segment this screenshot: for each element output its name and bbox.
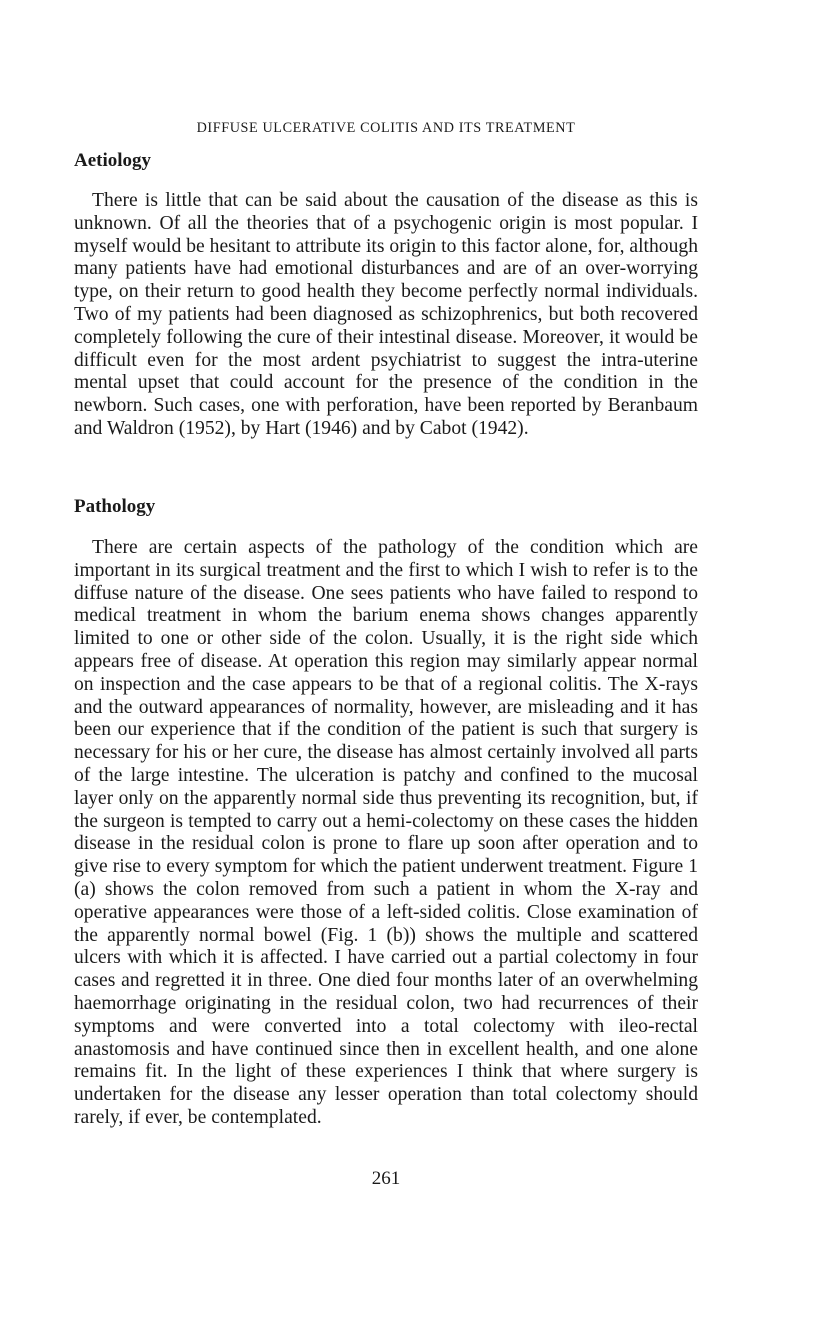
section-heading-aetiology: Aetiology — [74, 150, 152, 171]
aetiology-paragraph: There is little that can be said about the causation of the disease as this is unknown. Of all the theories that of a psychogenic origin is most popular. I myself would be hesitant to attribute its origin to this factor alone, for, although many patients have had emotional disturbances and are of an over-worrying type, on their return to good health they become perfectly normal individuals. Two of my patients had been diagnosed as schizophrenics, but both recovered completely following the cure of their intestinal disease. Moreover, it would be difficult even for the most ardent psychiatrist to suggest the intra-uterine mental upset that could account for the presence of the condition in the newborn. Such cases, one with perforation, have been reported by Beranbaum and Waldron (1952), by Hart (1946) and by Cabot (1942). — [74, 190, 698, 439]
page-number: 261 — [371, 1168, 401, 1189]
section-heading-pathology: Pathology — [74, 496, 156, 517]
pathology-paragraph: There are certain aspects of the pathology of the condition which are important in its surgical treatment and the first to which I wish to refer is to the diffuse nature of the disease. One sees patients who have failed to respond to medical treatment in whom the barium enema shows changes apparently limited to one or other side of the colon. Usually, it is the right side which appears free of disease. At operation this region may similarly appear normal on inspection and the case appears to be that of a regional colitis. The X-rays and the outward appearances of normality, however, are misleading and it has been our experience that if the condition of the patient is such that surgery is necessary for his or her cure, the disease has almost certainly involved all parts of the large intestine. The ulceration is patchy and confined to the mucosal layer only on the apparently normal side thus preventing its recognition, but, if the surgeon is tempted to carry out a hemi-colectomy on these cases the hidden disease in the residual colon is prone to flare up soon after operation and to give rise to every symptom for which the patient underwent treatment. Figure 1 (a) shows the colon removed from such a patient in whom the X-ray and operative appearances were those of a left-sided colitis. Close examination of the apparently normal bowel (Fig. 1 (b)) shows the multiple and scattered ulcers with which it is affected. I have carried out a partial colectomy in four cases and regretted it in three. One died four months later of an overwhelming haemorrhage originating in the residual colon, two had recurrences of their symptoms and were converted into a total colectomy with ileo-rectal anastomosis and have continued since then in excellent health, and one alone remains fit. In the light of these experiences I think that where surgery is undertaken for the disease any lesser operation than total colectomy should rarely, if ever, be contemplated. — [74, 537, 698, 1128]
running-head: DIFFUSE ULCERATIVE COLITIS AND ITS TREATMENT — [196, 120, 576, 136]
